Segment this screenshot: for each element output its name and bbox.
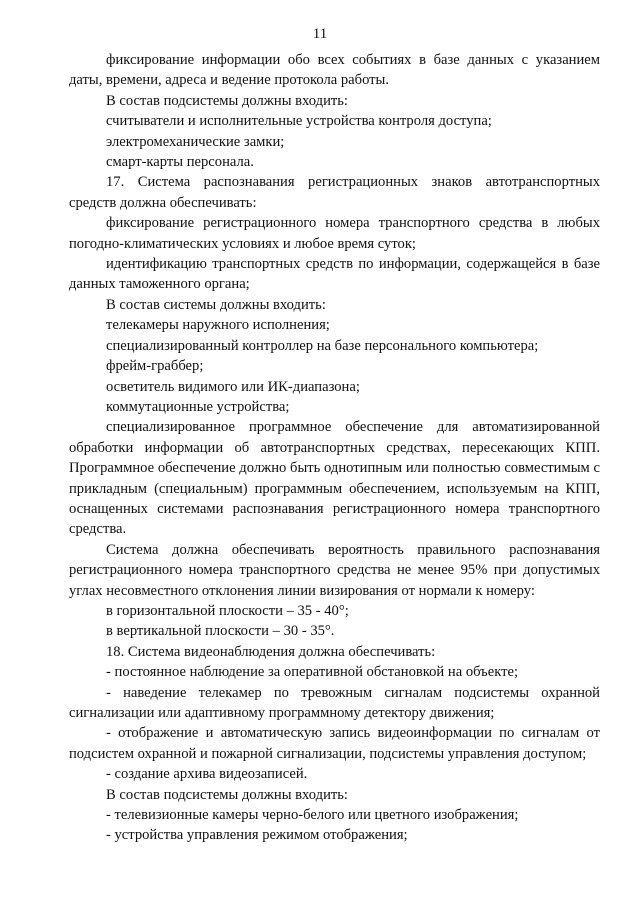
list-item-illuminator: осветитель видимого или ИК-диапазона; — [106, 378, 360, 395]
list-item-display-control-devices: - устройства управления режимом отображения; — [106, 827, 408, 844]
paragraph-event-logging: фиксирование информации обо всех событиях в базе данных с указанием даты, времени, адреса и ведение протокола работы. — [69, 52, 600, 89]
list-item-access-readers: считыватели и исполнительные устройства контроля доступа; — [106, 113, 492, 130]
list-item-plate-recording: фиксирование регистрационного номера транспортного средства в любых погодно-климатических условиях и любое время суток; — [69, 215, 600, 252]
list-item-tv-cameras: - телевизионные камеры черно-белого или цветного изображения; — [106, 807, 519, 824]
list-item-camera-pointing: - наведение телекамер по тревожным сигналам подсистемы охранной сигнализации или адаптивному программному детектору движения; — [69, 684, 600, 721]
list-item-vehicle-identification: идентификацию транспортных средств по информации, содержащейся в базе данных таможенного органа; — [69, 256, 600, 293]
paragraph-recognition-probability: Система должна обеспечивать вероятность правильного распознавания регистрационного номера транспортного средства не менее 95% при допустимых углах несовместного отклонения линии визирования от нормали к номеру: — [69, 541, 600, 599]
list-item-outdoor-cameras: телекамеры наружного исполнения; — [106, 317, 330, 334]
paragraph-subsystem-composition-heading: В состав подсистемы должны входить: — [106, 92, 348, 109]
list-item-video-recording: - отображение и автоматическую запись видеоинформации по сигналам от подсистем охранной и пожарной сигнализации, подсистемы управления доступом; — [69, 725, 600, 762]
list-item-vertical-plane: в вертикальной плоскости – 30 - 35°. — [106, 623, 335, 640]
list-item-horizontal-plane: в горизонтальной плоскости – 35 - 40°; — [106, 602, 349, 619]
page-number: 11 — [312, 26, 328, 42]
list-item-pc-controller: специализированный контроллер на базе персонального компьютера; — [106, 337, 539, 354]
list-item-electromechanical-locks: электромеханические замки; — [106, 133, 285, 150]
body-text — [69, 50, 600, 846]
list-item-switching-devices: коммутационные устройства; — [106, 398, 290, 415]
section-17-heading: 17. Система распознавания регистрационных знаков автотранспортных средств должна обеспечивать: — [69, 174, 600, 211]
list-item-continuous-monitoring: - постоянное наблюдение за оперативной обстановкой на объекте; — [106, 664, 519, 681]
list-item-specialized-software: специализированное программное обеспечение для автоматизированной обработки информации об автотранспортных средствах, пересекающих КПП. Программное обеспечение должно быть однотипным или полностью совместимым с прикладным (специальным) программным обеспечением, используемым на КПП, оснащенных системами распознавания регистрационного номера транспортного средства. — [69, 419, 600, 538]
section-18-heading: 18. Система видеонаблюдения должна обеспечивать: — [106, 643, 436, 660]
paragraph-system-composition-heading: В состав системы должны входить: — [106, 296, 326, 313]
paragraph-video-subsystem-composition-heading: В состав подсистемы должны входить: — [106, 786, 348, 803]
list-item-smart-cards: смарт-карты персонала. — [106, 154, 254, 171]
list-item-frame-grabber: фрейм-граббер; — [106, 358, 204, 375]
list-item-video-archive: - создание архива видеозаписей. — [106, 766, 308, 783]
